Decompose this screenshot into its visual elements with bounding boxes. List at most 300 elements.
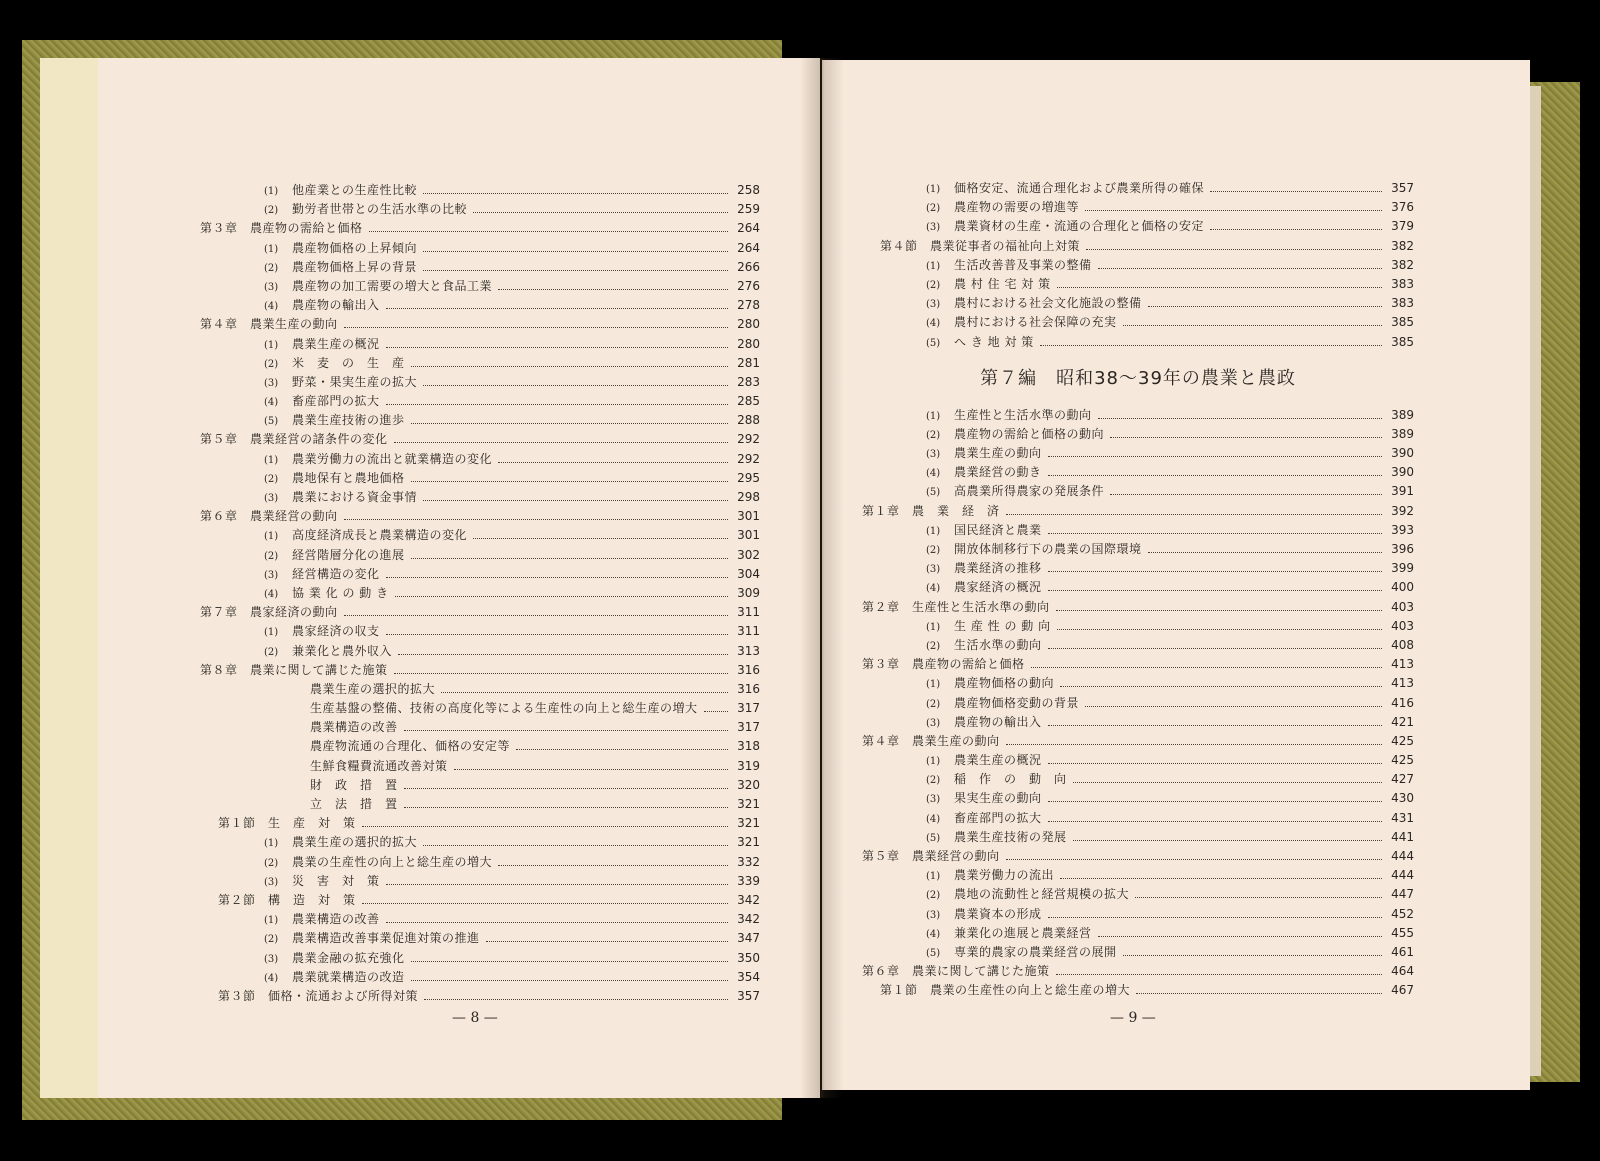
dot-leader — [1148, 306, 1382, 307]
toc-entry — [862, 256, 1414, 275]
toc-entry — [862, 655, 1414, 674]
toc-entry-number: (3) — [926, 909, 941, 921]
toc-entry-number: (1) — [264, 339, 279, 351]
toc-entry-title: 米 麦 の 生 産 — [292, 355, 405, 370]
toc-entry-page: 281 — [737, 355, 760, 370]
dot-leader — [369, 231, 728, 232]
toc-entry — [200, 335, 760, 354]
toc-entry-title: 他産業との生産性比較 — [292, 183, 418, 197]
toc-entry-page: 444 — [1391, 849, 1414, 863]
toc-entry-page: 302 — [737, 547, 760, 562]
dot-leader — [1057, 629, 1382, 630]
toc-entry — [200, 622, 760, 641]
toc-entry-page: 400 — [1391, 580, 1414, 595]
toc-entry-title: 農業生産の動向 — [954, 446, 1042, 461]
toc-entry-title: 協 業 化 の 動 き — [292, 585, 389, 600]
toc-entry-number: (3) — [926, 717, 941, 729]
toc-entry-title: 農産物流通の合理化、価格の安定等 — [310, 739, 511, 754]
toc-entry — [862, 502, 1414, 521]
toc-entry — [862, 578, 1414, 597]
toc-entry-title: へ き 地 対 策 — [954, 334, 1034, 349]
toc-entry-title: 農業構造の改善 — [310, 720, 398, 735]
toc-left — [200, 181, 760, 1006]
toc-entry-page: 316 — [737, 681, 760, 696]
toc-entry — [200, 795, 760, 814]
toc-entry-number: (3) — [926, 794, 941, 806]
toc-entry-title: 生鮮食糧費流通改善対策 — [310, 758, 448, 773]
toc-entry-page: 392 — [1391, 503, 1414, 518]
toc-entry-page: 320 — [737, 777, 760, 792]
dot-leader — [404, 730, 728, 731]
toc-entry-title: 果実生産の動向 — [954, 791, 1042, 806]
toc-entry-page: 301 — [737, 509, 760, 524]
toc-entry-number: (1) — [926, 871, 941, 883]
toc-entry — [200, 315, 760, 334]
toc-entry-title: 生活改善普及事業の整備 — [954, 257, 1092, 272]
toc-entry-page: 316 — [737, 662, 760, 677]
toc-entry-page: 444 — [1391, 868, 1414, 883]
toc-entry-title: 農産物の輸出入 — [954, 714, 1042, 729]
dot-leader — [1057, 287, 1382, 288]
toc-entry — [862, 866, 1414, 885]
dot-leader — [423, 193, 728, 194]
toc-entry-title: 第１節 生 産 対 策 — [218, 816, 356, 831]
toc-entry — [862, 540, 1414, 559]
toc-entry-page: 447 — [1391, 887, 1414, 902]
dot-leader — [1073, 782, 1382, 783]
toc-entry-number: (1) — [264, 531, 279, 543]
toc-entry-title: 農業構造改善事業促進対策の推進 — [292, 931, 480, 946]
toc-entry — [862, 770, 1414, 789]
toc-entry-title: 第３章 農産物の需給と価格 — [200, 221, 363, 236]
toc-entry-page: 383 — [1391, 296, 1414, 311]
toc-entry-page: 389 — [1391, 426, 1414, 441]
toc-entry-page: 431 — [1391, 810, 1414, 825]
toc-entry-title: 農業労働力の流出 — [954, 868, 1055, 883]
dot-leader — [516, 749, 728, 750]
toc-entry-page: 354 — [737, 969, 760, 984]
toc-entry-number: (1) — [926, 260, 941, 272]
dot-leader — [1048, 475, 1382, 476]
toc-entry-number: (2) — [926, 775, 941, 787]
toc-entry-title: 生 産 性 の 動 向 — [954, 618, 1051, 633]
toc-entry-title: 農産物価格の動向 — [954, 676, 1055, 691]
toc-entry — [862, 885, 1414, 904]
toc-entry-title: 農産物の加工需要の増大と食品工業 — [292, 278, 493, 293]
toc-entry — [200, 296, 760, 315]
toc-entry-title: 農産物価格上昇の背景 — [292, 259, 418, 274]
dot-leader — [1110, 494, 1382, 495]
dot-leader — [1048, 821, 1382, 822]
dot-leader — [1148, 552, 1382, 553]
toc-entry-number: (3) — [264, 876, 279, 888]
toc-entry-title: 農業経営の動き — [954, 465, 1042, 480]
toc-entry-number: (2) — [926, 429, 941, 441]
toc-entry-title: 農業構造の改善 — [292, 912, 380, 927]
toc-entry-number: (5) — [926, 337, 941, 349]
toc-entry-title: 経営階層分化の進展 — [292, 547, 405, 562]
toc-entry-number: (4) — [264, 972, 279, 984]
toc-entry-page: 379 — [1391, 219, 1414, 234]
toc-entry-number: (2) — [264, 473, 279, 485]
toc-entry — [862, 482, 1414, 501]
toc-entry-page: 399 — [1391, 561, 1414, 576]
toc-entry-page: 311 — [737, 605, 760, 620]
toc-entry-title: 農産物の需給と価格の動向 — [954, 426, 1105, 441]
dot-leader — [394, 673, 728, 674]
dot-leader — [386, 347, 728, 348]
toc-entry — [200, 680, 760, 699]
toc-entry-page: 357 — [737, 988, 760, 1003]
toc-entry-title: 開放体制移行下の農業の国際環境 — [954, 542, 1142, 556]
dot-leader — [1048, 533, 1382, 534]
toc-entry-title: 農産物の輸出入 — [292, 298, 380, 313]
dot-leader — [1135, 897, 1382, 898]
toc-entry-page: 288 — [737, 413, 760, 428]
toc-entry-page: 464 — [1391, 964, 1414, 979]
toc-entry-title: 生活水準の動向 — [954, 637, 1042, 652]
toc-entry — [200, 661, 760, 680]
dot-leader — [411, 366, 728, 367]
toc-entry-page: 357 — [1391, 181, 1414, 195]
toc-entry-title: 第５章 農業経営の動向 — [862, 849, 1000, 863]
page-number-left: — 8 — — [452, 1010, 498, 1026]
toc-entry-title: 農地保有と農地価格 — [292, 470, 405, 485]
toc-entry-title: 農業生産の概況 — [292, 336, 380, 351]
toc-entry — [200, 987, 760, 1006]
toc-entry-page: 285 — [737, 394, 760, 409]
dot-leader — [411, 423, 728, 424]
toc-entry-page: 309 — [737, 585, 760, 600]
toc-entry-page: 292 — [737, 432, 760, 447]
page-number-right: — 9 — — [1110, 1010, 1156, 1026]
toc-entry-page: 382 — [1391, 238, 1414, 253]
toc-entry-title: 農産物価格の上昇傾向 — [292, 240, 418, 255]
toc-entry-page: 452 — [1391, 906, 1414, 921]
toc-entry — [200, 450, 760, 469]
toc-entry-page: 389 — [1391, 407, 1414, 422]
toc-entry-number: (5) — [264, 416, 279, 428]
toc-entry-number: (1) — [926, 525, 941, 537]
toc-entry-page: 313 — [737, 643, 760, 658]
toc-entry-page: 266 — [737, 259, 760, 274]
toc-entry-page: 264 — [737, 240, 760, 255]
toc-entry-number: (1) — [926, 621, 941, 633]
toc-entry-title: 国民経済と農業 — [954, 522, 1042, 537]
toc-entry-number: (4) — [926, 318, 941, 330]
toc-entry-number: (1) — [264, 627, 279, 639]
toc-entry-page: 298 — [737, 490, 760, 504]
toc-entry-title: 農村における社会文化施設の整備 — [954, 296, 1142, 311]
dot-leader — [386, 404, 728, 405]
toc-entry-title: 農業生産技術の発展 — [954, 829, 1067, 844]
toc-entry-title: 第１節 農業の生産性の向上と総生産の増大 — [880, 983, 1131, 998]
toc-entry-number: (4) — [926, 928, 941, 940]
toc-entry-page: 317 — [737, 701, 760, 716]
toc-entry — [200, 584, 760, 603]
toc-entry — [862, 294, 1414, 313]
dot-leader — [1210, 229, 1382, 230]
dot-leader — [386, 577, 728, 578]
dot-leader — [386, 922, 728, 923]
toc-entry-number: (2) — [926, 890, 941, 902]
toc-entry — [200, 219, 760, 238]
toc-entry-number: (3) — [926, 449, 941, 461]
dot-leader — [423, 270, 728, 271]
toc-entry-title: 財 政 措 置 — [310, 777, 398, 792]
toc-entry — [862, 406, 1414, 425]
dot-leader — [424, 999, 728, 1000]
toc-entry-page: 413 — [1391, 657, 1414, 672]
toc-entry — [200, 239, 760, 258]
toc-entry-page: 467 — [1391, 983, 1414, 998]
toc-entry — [200, 258, 760, 277]
toc-entry — [862, 981, 1414, 1000]
toc-entry-title: 農産物の需要の増進等 — [954, 200, 1080, 215]
toc-entry — [200, 392, 760, 411]
toc-entry-title: 兼業化の進展と農業経営 — [954, 925, 1092, 940]
dot-leader — [1098, 936, 1382, 937]
toc-entry-page: 403 — [1391, 618, 1414, 633]
toc-entry-page: 427 — [1391, 772, 1414, 787]
toc-right — [862, 179, 1414, 1001]
toc-entry-page: 339 — [737, 873, 760, 888]
toc-entry-page: 318 — [737, 739, 760, 754]
toc-entry-number: (2) — [926, 545, 941, 556]
toc-entry — [862, 617, 1414, 636]
toc-entry — [200, 546, 760, 565]
toc-entry — [200, 507, 760, 526]
toc-entry-number: (3) — [264, 569, 279, 581]
toc-entry-title: 農業における資金事情 — [292, 490, 418, 504]
toc-entry-page: 385 — [1391, 334, 1414, 349]
toc-entry — [200, 718, 760, 737]
toc-entry — [862, 521, 1414, 540]
toc-entry — [200, 277, 760, 296]
dot-leader — [454, 769, 728, 770]
toc-entry-page: 283 — [737, 374, 760, 389]
dot-leader — [704, 711, 728, 712]
toc-entry-page: 321 — [737, 816, 760, 831]
toc-entry — [862, 444, 1414, 463]
toc-entry — [200, 757, 760, 776]
toc-entry — [200, 200, 760, 219]
toc-entry — [862, 789, 1414, 808]
toc-entry — [862, 694, 1414, 713]
toc-entry-number: (2) — [264, 646, 279, 658]
toc-entry-page: 350 — [737, 950, 760, 965]
toc-entry-number: (2) — [926, 640, 941, 652]
dot-leader — [1098, 268, 1382, 269]
dot-leader — [1073, 840, 1382, 841]
dot-leader — [1048, 648, 1382, 649]
toc-entry — [862, 275, 1414, 294]
toc-entry — [200, 181, 760, 200]
dot-leader — [1048, 917, 1382, 918]
dot-leader — [1098, 418, 1382, 419]
toc-entry-title: 農産物価格変動の背景 — [954, 695, 1080, 710]
toc-entry-title: 第３節 価格・流通および所得対策 — [218, 988, 419, 1003]
toc-entry — [200, 603, 760, 622]
toc-entry-page: 416 — [1391, 695, 1414, 710]
dot-leader — [423, 845, 728, 846]
toc-entry — [862, 198, 1414, 217]
toc-entry-title: 第７章 農家経済の動向 — [200, 605, 338, 620]
toc-entry-page: 278 — [737, 298, 760, 313]
dot-leader — [1060, 878, 1382, 879]
toc-entry-number: (4) — [926, 583, 941, 595]
toc-entry-page: 430 — [1391, 791, 1414, 806]
toc-entry-title: 生産性と生活水準の動向 — [954, 407, 1092, 422]
toc-entry-number: (1) — [264, 186, 279, 197]
toc-entry-title: 勤労者世帯との生活水準の比較 — [292, 202, 468, 217]
toc-entry-title: 第４節 農業従事者の福祉向上対策 — [880, 238, 1081, 253]
toc-entry — [200, 872, 760, 891]
dot-leader — [1086, 249, 1382, 250]
toc-entry-number: (3) — [926, 564, 941, 576]
toc-entry-title: 農業生産の選択的拡大 — [292, 835, 418, 850]
toc-entry — [862, 847, 1414, 866]
toc-entry-page: 382 — [1391, 257, 1414, 272]
toc-entry-title: 価格安定、流通合理化および農業所得の確保 — [954, 181, 1205, 195]
dot-leader — [1048, 590, 1382, 591]
part-heading: 第７編 昭和38〜39年の農業と農政 — [980, 368, 1296, 390]
dot-leader — [411, 558, 728, 559]
dot-leader — [394, 442, 728, 443]
dot-leader — [411, 980, 728, 981]
dot-leader — [1006, 859, 1382, 860]
dot-leader — [423, 385, 728, 386]
toc-entry — [200, 776, 760, 795]
toc-entry-title: 農業生産の選択的拡大 — [310, 681, 436, 696]
dot-leader — [344, 615, 728, 616]
dot-leader — [398, 654, 728, 655]
toc-entry-page: 425 — [1391, 733, 1414, 748]
toc-entry-page: 383 — [1391, 276, 1414, 291]
toc-entry-page: 280 — [737, 317, 760, 332]
toc-entry-page: 264 — [737, 221, 760, 236]
toc-entry — [200, 373, 760, 392]
toc-entry-title: 生産基盤の整備、技術の高度化等による生産性の向上と総生産の増大 — [310, 701, 698, 716]
dot-leader — [1031, 667, 1382, 668]
toc-entry-page: 304 — [737, 566, 760, 581]
toc-entry-number: (2) — [264, 550, 279, 562]
toc-entry-number: (1) — [264, 243, 279, 255]
toc-entry-page: 276 — [737, 278, 760, 293]
toc-entry-page: 441 — [1391, 829, 1414, 844]
toc-entry-number: (4) — [264, 397, 279, 409]
toc-entry-title: 農業金融の拡充強化 — [292, 950, 405, 965]
toc-entry-page: 347 — [737, 931, 760, 946]
toc-entry — [200, 814, 760, 833]
toc-entry-number: (1) — [264, 454, 279, 466]
dot-leader — [1006, 514, 1382, 515]
toc-entry-title: 農 村 住 宅 対 策 — [954, 276, 1051, 291]
toc-entry-page: 258 — [737, 183, 760, 197]
dot-leader — [1048, 801, 1382, 802]
dot-leader — [362, 826, 728, 827]
toc-entry-page: 403 — [1391, 599, 1414, 614]
toc-entry-title: 第６章 農業に関して講じた施策 — [862, 964, 1050, 979]
toc-entry-page: 321 — [737, 835, 760, 850]
toc-entry-number: (3) — [264, 377, 279, 389]
toc-entry — [200, 526, 760, 545]
dot-leader — [1056, 610, 1382, 611]
toc-entry-number: (2) — [264, 857, 279, 869]
toc-entry-number: (4) — [264, 588, 279, 600]
book-gutter — [800, 58, 844, 1098]
toc-entry-title: 専業的農家の農業経営の展開 — [954, 944, 1117, 959]
toc-entry-page: 455 — [1391, 925, 1414, 940]
toc-entry-page: 301 — [737, 528, 760, 543]
toc-entry-number: (2) — [926, 203, 941, 215]
toc-entry-title: 農家経済の収支 — [292, 624, 380, 639]
toc-entry-page: 408 — [1391, 637, 1414, 652]
dot-leader — [1006, 744, 1382, 745]
toc-entry-number: (3) — [926, 299, 941, 311]
toc-entry-title: 農業生産技術の進歩 — [292, 413, 405, 428]
toc-entry-number: (4) — [926, 468, 941, 480]
toc-entry-page: 295 — [737, 470, 760, 485]
toc-entry-title: 第２章 生産性と生活水準の動向 — [862, 599, 1050, 614]
toc-entry-title: 農業資材の生産・流通の合理化と価格の安定 — [954, 219, 1205, 234]
toc-entry-page: 332 — [737, 854, 760, 869]
toc-entry — [862, 598, 1414, 617]
toc-entry — [862, 828, 1414, 847]
dot-leader — [344, 519, 728, 520]
toc-entry-number: (1) — [264, 838, 279, 850]
dot-leader — [473, 538, 728, 539]
toc-entry-title: 第６章 農業経営の動向 — [200, 509, 338, 524]
toc-entry — [200, 565, 760, 584]
toc-entry-number: (1) — [264, 915, 279, 927]
dot-leader — [386, 634, 728, 635]
dot-leader — [1085, 210, 1382, 211]
dot-leader — [1040, 345, 1382, 346]
dot-leader — [1123, 955, 1382, 956]
toc-entry — [862, 962, 1414, 981]
toc-entry-number: (2) — [264, 262, 279, 274]
toc-entry-number: (4) — [926, 813, 941, 825]
toc-entry — [200, 469, 760, 488]
dot-leader — [441, 692, 728, 693]
toc-entry-number: (5) — [926, 832, 941, 844]
toc-entry-title: 第４章 農業生産の動向 — [200, 317, 338, 332]
toc-entry-number: (1) — [926, 756, 941, 768]
toc-entry-title: 第８章 農業に関して講じた施策 — [200, 662, 388, 677]
toc-entry-page: 317 — [737, 720, 760, 735]
toc-entry — [200, 891, 760, 910]
dot-leader — [1056, 974, 1382, 975]
dot-leader — [498, 865, 728, 866]
dot-leader — [395, 596, 728, 597]
toc-entry — [862, 463, 1414, 482]
toc-entry-page: 393 — [1391, 522, 1414, 537]
toc-entry-title: 兼業化と農外収入 — [292, 643, 393, 658]
toc-entry-title: 経営構造の変化 — [292, 566, 380, 581]
dot-leader — [473, 212, 728, 213]
toc-entry — [200, 354, 760, 373]
toc-entry-title: 第２節 構 造 対 策 — [218, 892, 356, 907]
toc-entry-number: (4) — [264, 301, 279, 313]
dot-leader — [344, 327, 728, 328]
toc-entry — [862, 751, 1414, 770]
toc-entry-title: 畜産部門の拡大 — [954, 810, 1042, 825]
toc-entry — [200, 949, 760, 968]
toc-entry — [200, 833, 760, 852]
dot-leader — [386, 884, 728, 885]
toc-entry-page: 376 — [1391, 200, 1414, 215]
